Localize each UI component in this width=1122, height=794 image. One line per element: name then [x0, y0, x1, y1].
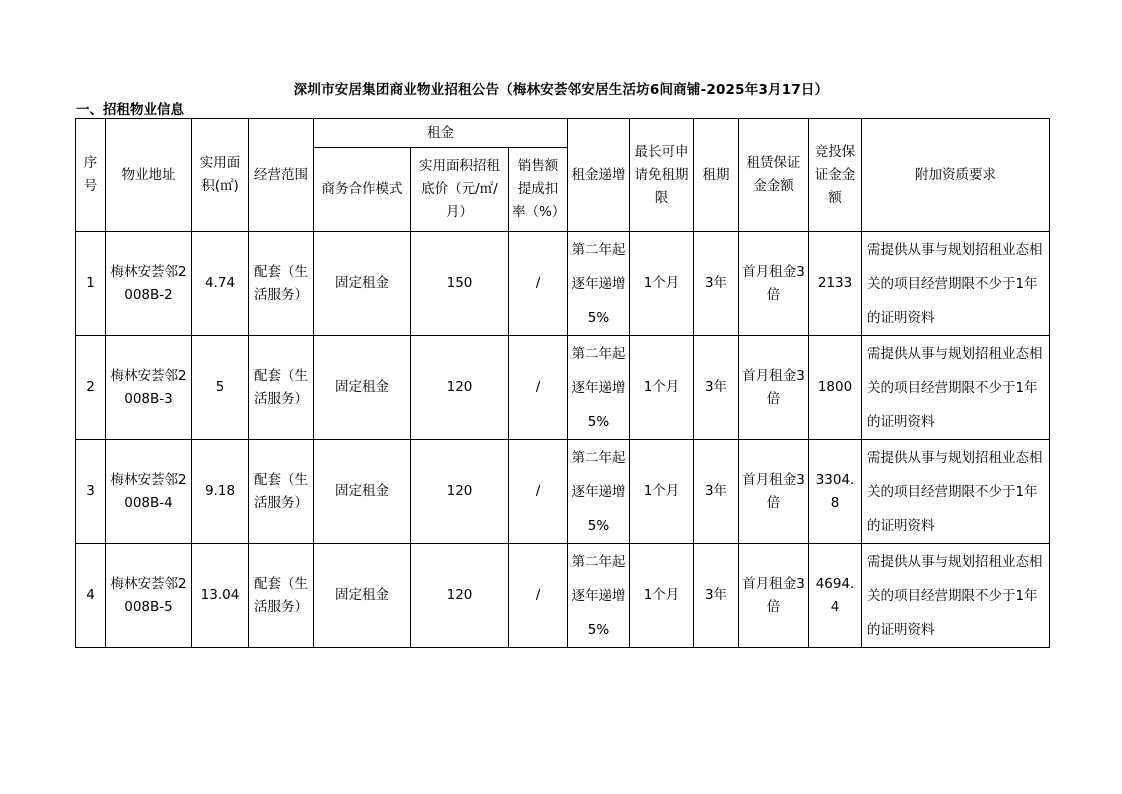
cell-coop-mode: 固定租金: [314, 544, 411, 648]
cell-seq: 4: [76, 544, 106, 648]
cell-commission: /: [509, 440, 568, 544]
header-bid-deposit: 竞投保证金金额: [809, 119, 862, 232]
cell-free-period: 1个月: [630, 544, 694, 648]
header-coop-mode: 商务合作模式: [314, 148, 411, 232]
cell-scope: 配套（生活服务）: [249, 232, 314, 336]
header-commission: 销售额提成扣率（%）: [509, 148, 568, 232]
cell-bid-deposit: 2133: [809, 232, 862, 336]
cell-base-price: 120: [411, 440, 509, 544]
cell-bid-deposit: 4694.4: [809, 544, 862, 648]
cell-base-price: 150: [411, 232, 509, 336]
cell-seq: 2: [76, 336, 106, 440]
header-requirements: 附加资质要求: [862, 119, 1050, 232]
rental-property-table: [75, 118, 1050, 648]
cell-base-price: 120: [411, 544, 509, 648]
cell-deposit: 首月租金3倍: [739, 544, 809, 648]
table-row: [76, 544, 1050, 648]
header-area: 实用面积(㎡): [192, 119, 249, 232]
cell-area: 9.18: [192, 440, 249, 544]
header-base-price: 实用面积招租底价（元/㎡/月）: [411, 148, 509, 232]
cell-deposit: 首月租金3倍: [739, 336, 809, 440]
cell-requirements: 需提供从事与规划招租业态相关的项目经营期限不少于1年的证明资料: [862, 440, 1050, 544]
cell-free-period: 1个月: [630, 440, 694, 544]
cell-address: 梅林安荟邻2008B-2: [106, 232, 192, 336]
header-deposit: 租赁保证金金额: [739, 119, 809, 232]
cell-scope: 配套（生活服务）: [249, 336, 314, 440]
cell-seq: 1: [76, 232, 106, 336]
cell-term: 3年: [694, 544, 739, 648]
cell-scope: 配套（生活服务）: [249, 440, 314, 544]
cell-term: 3年: [694, 440, 739, 544]
cell-scope: 配套（生活服务）: [249, 544, 314, 648]
header-rent-group: 租金: [314, 119, 568, 148]
cell-escalation: 第二年起逐年递增5%: [568, 232, 630, 336]
cell-address: 梅林安荟邻2008B-5: [106, 544, 192, 648]
cell-commission: /: [509, 232, 568, 336]
header-term: 租期: [694, 119, 739, 232]
cell-free-period: 1个月: [630, 232, 694, 336]
header-seq: 序号: [76, 119, 106, 232]
header-scope: 经营范围: [249, 119, 314, 232]
cell-area: 5: [192, 336, 249, 440]
cell-term: 3年: [694, 336, 739, 440]
table-row: [76, 232, 1050, 336]
cell-coop-mode: 固定租金: [314, 440, 411, 544]
cell-seq: 3: [76, 440, 106, 544]
cell-commission: /: [509, 336, 568, 440]
cell-requirements: 需提供从事与规划招租业态相关的项目经营期限不少于1年的证明资料: [862, 232, 1050, 336]
document-title: 深圳市安居集团商业物业招租公告（梅林安荟邻安居生活坊6间商铺-2025年3月17日）: [293, 82, 829, 98]
cell-base-price: 120: [411, 336, 509, 440]
table-header-row: [76, 119, 1050, 148]
cell-escalation: 第二年起逐年递增5%: [568, 336, 630, 440]
cell-deposit: 首月租金3倍: [739, 440, 809, 544]
cell-requirements: 需提供从事与规划招租业态相关的项目经营期限不少于1年的证明资料: [862, 336, 1050, 440]
cell-free-period: 1个月: [630, 336, 694, 440]
header-free-period: 最长可申请免租期限: [630, 119, 694, 232]
cell-escalation: 第二年起逐年递增5%: [568, 440, 630, 544]
cell-deposit: 首月租金3倍: [739, 232, 809, 336]
cell-area: 13.04: [192, 544, 249, 648]
cell-address: 梅林安荟邻2008B-3: [106, 336, 192, 440]
cell-coop-mode: 固定租金: [314, 232, 411, 336]
header-escalation: 租金递增: [568, 119, 630, 232]
cell-bid-deposit: 1800: [809, 336, 862, 440]
cell-address: 梅林安荟邻2008B-4: [106, 440, 192, 544]
header-address: 物业地址: [106, 119, 192, 232]
cell-term: 3年: [694, 232, 739, 336]
cell-area: 4.74: [192, 232, 249, 336]
table-row: [76, 440, 1050, 544]
table-row: [76, 336, 1050, 440]
section-heading: 一、招租物业信息: [76, 102, 184, 118]
cell-bid-deposit: 3304.8: [809, 440, 862, 544]
cell-commission: /: [509, 544, 568, 648]
cell-coop-mode: 固定租金: [314, 336, 411, 440]
cell-escalation: 第二年起逐年递增5%: [568, 544, 630, 648]
cell-requirements: 需提供从事与规划招租业态相关的项目经营期限不少于1年的证明资料: [862, 544, 1050, 648]
